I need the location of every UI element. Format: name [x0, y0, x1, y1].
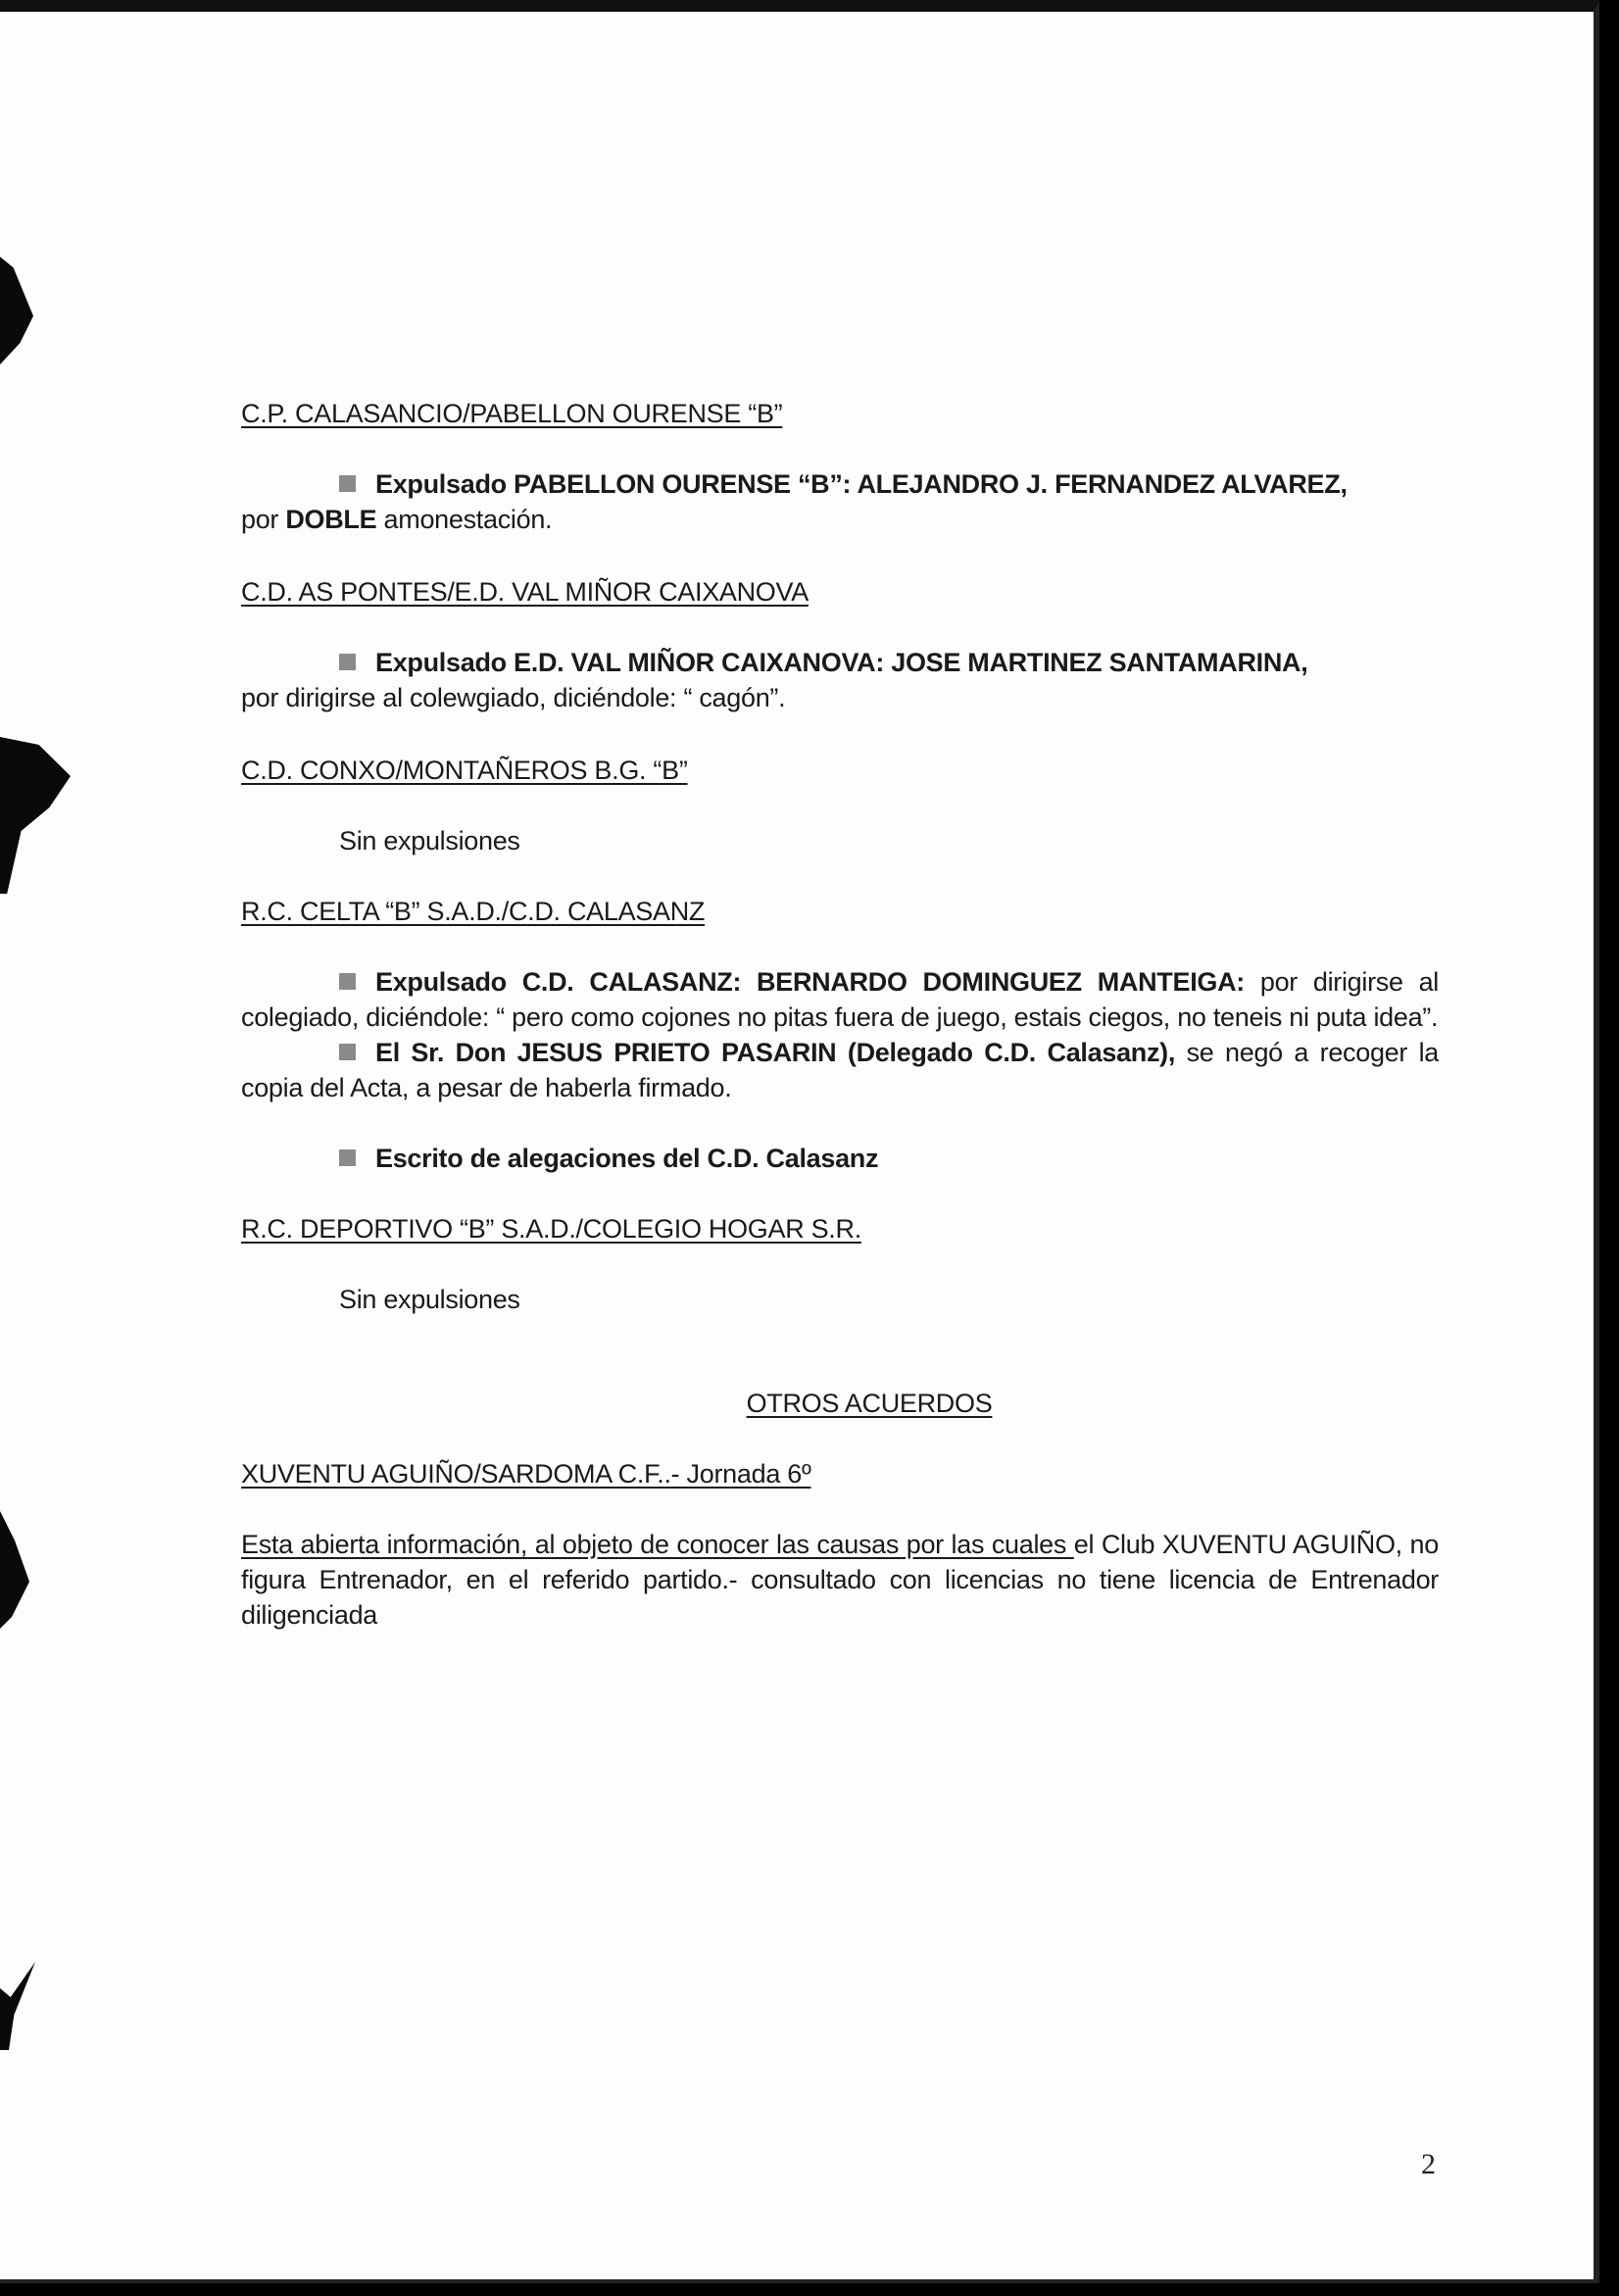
no-expulsions-note: Sin expulsiones — [339, 1285, 520, 1314]
scan-mark-lower — [0, 1511, 29, 1629]
bullet-square-icon — [339, 475, 356, 492]
bullet-square-icon — [339, 654, 356, 670]
sanction-entry: Expulsado E.D. VAL MIÑOR CAIXANOVA: JOSE MARTINEZ SANTAMARINA, por dirigirse al colewgiado, diciéndole: “ cagón”. — [241, 648, 1308, 712]
sanction-entry: Expulsado C.D. CALASANZ: BERNARDO DOMINGUEZ MANTEIGA: por dirigirse al colegiado, diciéndole: “ pero como cojones no pitas fuera de juego, estais ciegos, no teneis ni puta idea”. — [241, 967, 1439, 1032]
match-title: C.D. AS PONTES/E.D. VAL MIÑOR CAIXANOVA — [241, 577, 809, 607]
document-body — [241, 396, 1439, 1633]
match-title: R.C. DEPORTIVO “B” S.A.D./COLEGIO HOGAR S.R. — [241, 1214, 861, 1244]
allegations-entry: Escrito de alegaciones del C.D. Calasanz — [241, 1141, 1439, 1176]
scan-mark-mid — [0, 737, 71, 894]
match-title: C.P. CALASANCIO/PABELLON OURENSE “B” — [241, 399, 783, 428]
agreement-paragraph: Esta abierta información, al objeto de conocer las causas por las cuales el Club XUVENTU AGUIÑO, no figura Entrenador, en el referido partido.- consultado con licencias no tiene licencia de Entrenador diligenciada — [241, 1530, 1439, 1630]
sanction-entry: El Sr. Don JESUS PRIETO PASARIN (Delegado C.D. Calasanz), se negó a recoger la copia del Acta, a pesar de haberla firmado. — [241, 1038, 1440, 1102]
match-title: XUVENTU AGUIÑO/SARDOMA C.F..- Jornada 6º — [241, 1459, 811, 1489]
no-expulsions-note: Sin expulsiones — [339, 826, 520, 855]
scan-mark-top — [0, 257, 33, 365]
bullet-square-icon — [339, 1044, 356, 1060]
page-number: 2 — [1421, 2148, 1436, 2180]
scan-mark-bottom — [0, 1962, 35, 2050]
match-title: R.C. CELTA “B” S.A.D./C.D. CALASANZ — [241, 897, 706, 926]
match-title: C.D. CONXO/MONTAÑEROS B.G. “B” — [241, 756, 688, 785]
section-heading: OTROS ACUERDOS — [746, 1389, 993, 1418]
sanction-entry: Expulsado PABELLON OURENSE “B”: ALEJANDRO J. FERNANDEZ ALVAREZ, por DOBLE amonestación. — [241, 469, 1348, 534]
bullet-square-icon — [339, 1149, 356, 1166]
bullet-square-icon — [339, 973, 356, 990]
